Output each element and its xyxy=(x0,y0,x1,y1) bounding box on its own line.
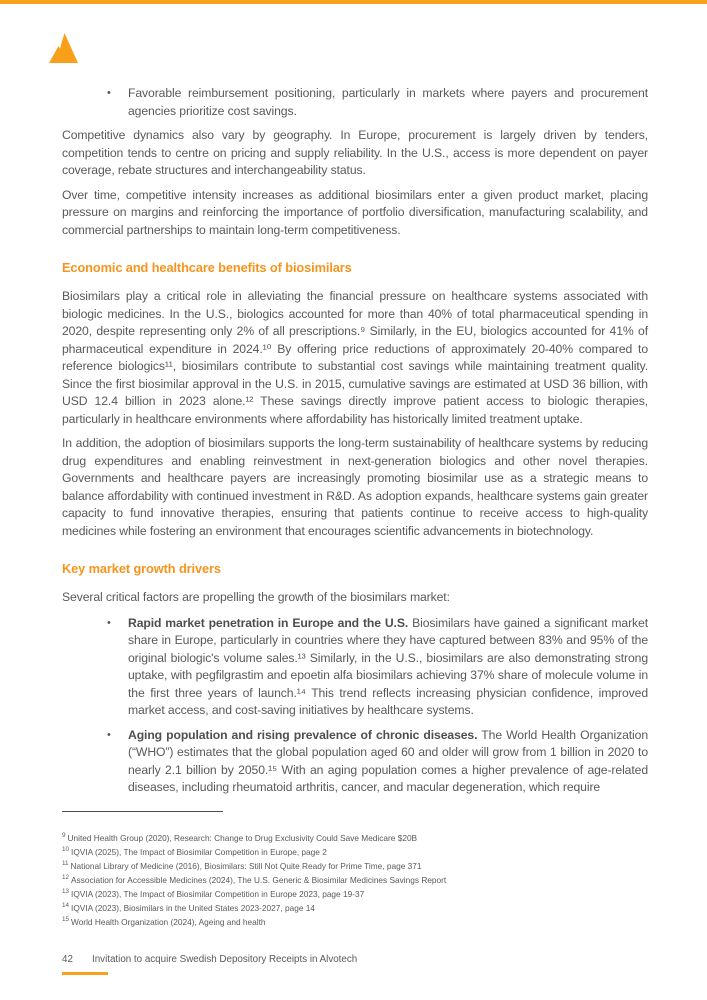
footnote-number: 11 xyxy=(62,859,69,867)
bullet-icon: • xyxy=(107,616,111,629)
footnote-text: United Health Group (2020), Research: Change to Drug Exclusivity Could Save Medicare $20B xyxy=(67,832,418,843)
page-number: 42 xyxy=(62,954,73,965)
page-content xyxy=(62,85,648,928)
list-item xyxy=(62,727,648,797)
bullet-icon: • xyxy=(107,728,111,741)
heading-growth-drivers: Key market growth drivers xyxy=(62,561,221,576)
footnote xyxy=(62,914,648,928)
page-footer xyxy=(62,954,357,965)
footnote xyxy=(62,844,648,858)
driver-lead-text: Aging population and rising prevalence of chronic diseases. xyxy=(128,727,478,742)
footnote-number: 10 xyxy=(62,845,70,853)
bullet-text: Favorable reimbursement positioning, particularly in markets where payers and procurement agencies prioritize cost savings. xyxy=(128,86,648,118)
alvotech-logo-icon xyxy=(47,31,79,65)
footer-title: Invitation to acquire Swedish Depository Receipts in Alvotech xyxy=(92,954,358,965)
list-item xyxy=(62,615,648,720)
footnote-text: Association for Accessible Medicines (2024), The U.S. Generic & Biosimilar Medicines Savings Report xyxy=(71,874,447,885)
paragraph-biosimilars-role: Biosimilars play a critical role in alleviating the financial pressure on healthcare systems associated with biologic medicines. In the U.S., biologics accounted for more than 40% of total pharmaceutical spending in 2020, despite representing only 2% of all prescriptions.⁹ Similarly, in the EU, biologics accounted for 41% of pharmaceutical expenditure in 2024.¹⁰ By offering price reductions of approximately 20-40% compared to reference biologics¹¹, biosimilars contribute to substantial cost savings while maintaining treatment quality. Since the first biosimilar approval in the U.S. in 2015, cumulative savings are estimated at USD 36 billion, with USD 12.4 billion in 2023 alone.¹² These savings directly improve patient access to biologic therapies, particularly in healthcare environments where affordability has historically limited treatment uptake. xyxy=(62,289,648,426)
footnote-text: National Library of Medicine (2016), Biosimilars: Still Not Quite Ready for Prime Time, page 371 xyxy=(70,860,422,871)
driver-lead-text: Rapid market penetration in Europe and the U.S. xyxy=(128,615,409,630)
driver-aging-population xyxy=(128,727,648,797)
footnote-number: 15 xyxy=(62,915,70,923)
driver-body-text: The World Health Organization (“WHO”) estimates that the global population aged 60 and older will grow from 1 billion in 2020 to nearly 2.1 billion by 2050.¹⁵ With an aging population comes a higher prevalence of age-related diseases, including rheumatoid arthritis, cancer, and macular degeneration, which require xyxy=(128,727,649,794)
list-item xyxy=(62,85,648,120)
footnote-number: 12 xyxy=(62,873,70,881)
footnote-text: IQVIA (2023), Biosimilars in the United States 2023-2027, page 14 xyxy=(71,902,315,913)
footnote xyxy=(62,858,648,872)
footnotes-block xyxy=(62,830,648,928)
paragraph-in-addition: In addition, the adoption of biosimilars supports the long-term sustainability of healthcare systems by reducing drug expenditures and enabling reinvestment in next-generation biologics and other novel therapies. Governments and healthcare payers are increasingly promoting biosimilar use as a strategic means to balance affordability with continued investment in R&D. As adoption expands, healthcare systems gain greater capacity to fund innovative therapies, ensuring that patients continue to receive access to high-quality medicines while fostering an environment that encourages scientific advancements in biotechnology. xyxy=(62,436,648,538)
paragraph-competitive-dynamics: Competitive dynamics also vary by geography. In Europe, procurement is largely driven by tenders, competition tends to centre on pricing and supply reliability. In the U.S., access is more dependent on payer coverage, rebate structures and interchangeability status. xyxy=(62,128,648,177)
footnote-separator xyxy=(62,811,223,812)
footnote-text: IQVIA (2023), The Impact of Biosimilar Competition in Europe 2023, page 19-37 xyxy=(71,888,365,899)
driver-rapid-penetration xyxy=(128,615,648,720)
top-accent-bar xyxy=(0,0,707,4)
footnote xyxy=(62,886,648,900)
footer-accent-bar xyxy=(62,972,108,975)
growth-intro-line: Several critical factors are propelling the growth of the biosimilars market: xyxy=(62,590,450,604)
footnote-number: 13 xyxy=(62,887,70,895)
driver-body-text: Biosimilars have gained a significant market share in Europe, particularly in countries where they have captured between 83% and 95% of the original biologic's volume sales.¹³ Similarly, in the U.S., biosimilars are also demonstrating strong uptake, with pegfilgrastim and epoetin alfa biosimilars achieving 37% share of molecule volume in the first three years of launch.¹⁴ This trend reflects increasing physician confidence, improved market access, and cost-saving initiatives by healthcare systems. xyxy=(128,615,648,717)
footnote-text: IQVIA (2025), The Impact of Biosimilar Competition in Europe, page 2 xyxy=(71,846,327,857)
paragraph-over-time: Over time, competitive intensity increases as additional biosimilars enter a given product market, placing pressure on margins and reinforcing the importance of portfolio diversification, manufacturing scalability, and commercial partnerships to maintain long-term competitiveness. xyxy=(62,187,648,237)
footnote xyxy=(62,872,648,886)
footnote xyxy=(62,900,648,914)
footnote-text: World Health Organization (2024), Ageing and health xyxy=(71,916,266,927)
bullet-icon: • xyxy=(107,87,111,99)
footnote-number: 14 xyxy=(62,901,70,909)
footnote-number: 9 xyxy=(62,831,66,839)
heading-economic-benefits: Economic and healthcare benefits of biosimilars xyxy=(62,260,352,275)
footnote xyxy=(62,830,648,844)
